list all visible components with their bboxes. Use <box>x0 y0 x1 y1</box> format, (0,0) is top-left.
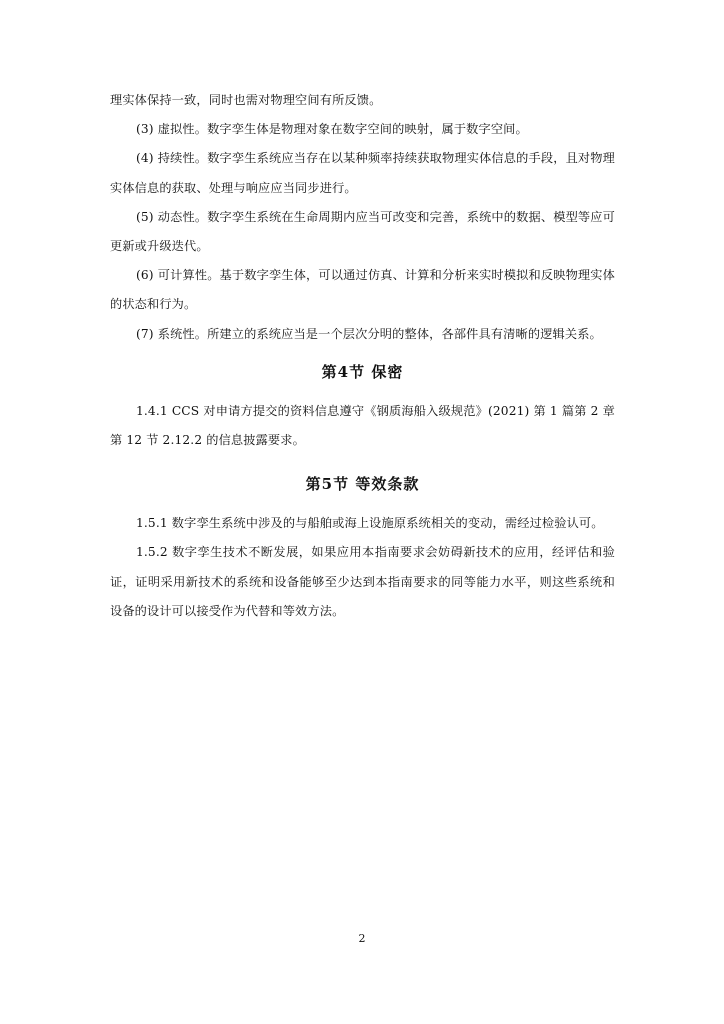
page-number: 2 <box>358 932 366 945</box>
paragraph-virtuality: (3) 虚拟性。数字孪生体是物理对象在数字空间的映射，属于数字空间。 <box>136 122 528 137</box>
section-5-heading: 第5节 等效条款 <box>305 475 420 494</box>
clause-1-5-2: 1.5.2 数字孪生技术不断发展，如果应用本指南要求会妨碍新技术的应用，经评估和验证，证明采用新技术的系统和设备能够至少达到本指南要求的同等能力水平，则这些系统和设备的设计可以接受作为代替和等效方法。 <box>110 545 615 618</box>
clause-1-5-1: 1.5.1 数字孪生系统中涉及的与船舶或海上设施原系统相关的变动，需经过检验认可。 <box>136 516 604 531</box>
paragraph-systematicness: (7) 系统性。所建立的系统应当是一个层次分明的整体，各部件具有清晰的逻辑关系。 <box>136 326 602 341</box>
paragraph-continuity: (4) 持续性。数字孪生系统应当存在以某种频率持续获取物理实体信息的手段，且对物理实体信息的获取、处理与响应应当同步进行。 <box>110 151 615 195</box>
paragraph-dynamism: (5) 动态性。数字孪生系统在生命周期内应当可改变和完善，系统中的数据、模型等应可更新或升级迭代。 <box>110 209 615 254</box>
page-content <box>110 86 615 626</box>
clause-1-4-1: 1.4.1 CCS 对申请方提交的资料信息遵守《钢质海船入级规范》(2021) 第 1 篇第 2 章第 12 节 2.12.2 的信息披露要求。 <box>110 403 615 448</box>
section-4-heading: 第4节 保密 <box>321 362 404 381</box>
paragraph-continuation: 理实体保持一致，同时也需对物理空间有所反馈。 <box>110 93 382 107</box>
paragraph-computability: (6) 可计算性。基于数字孪生体，可以通过仿真、计算和分析来实时模拟和反映物理实体的状态和行为。 <box>110 268 615 312</box>
